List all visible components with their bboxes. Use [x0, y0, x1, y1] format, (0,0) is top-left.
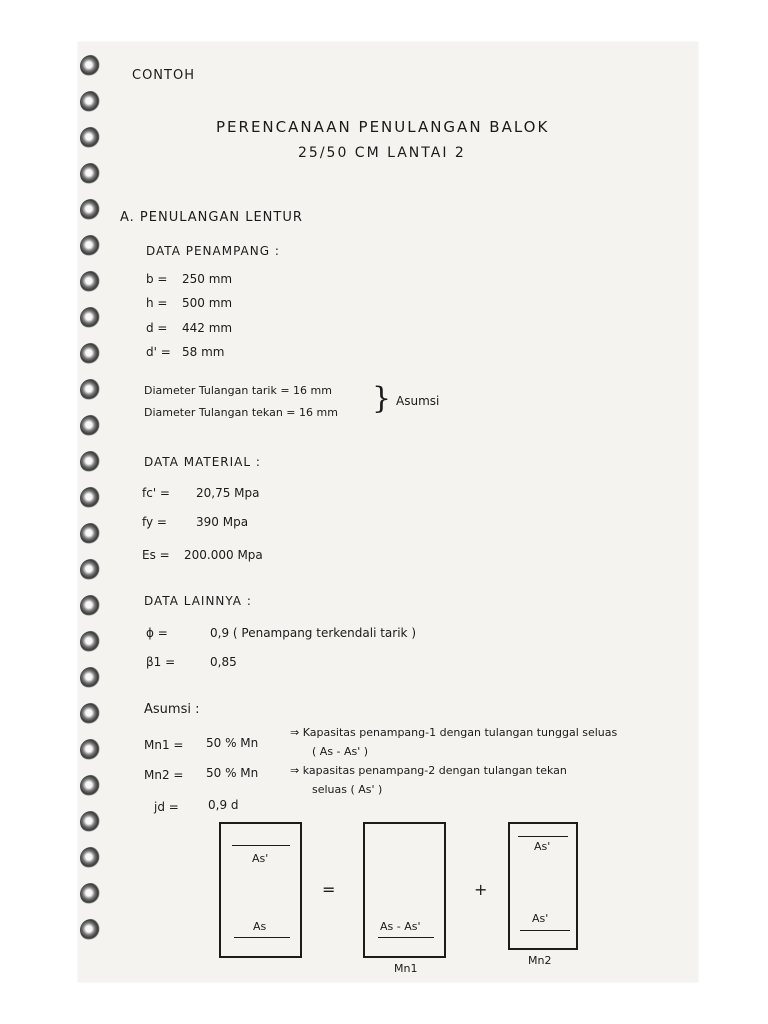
ring-icon — [80, 163, 102, 185]
jd-val: 0,9 d — [208, 798, 239, 812]
row-val: 200.000 Mpa — [184, 548, 263, 562]
ring-icon — [80, 127, 102, 149]
row-val: 390 Mpa — [196, 515, 249, 529]
contoh-label: CONTOH — [132, 68, 195, 83]
box3-top-label: As' — [534, 840, 551, 853]
diameter-tarik: Diameter Tulangan tarik = 16 mm — [144, 384, 332, 397]
data-penampang-label: DATA PENAMPANG : — [146, 244, 280, 258]
row-val: 500 mm — [182, 296, 233, 310]
row-val: 58 mm — [182, 345, 225, 359]
ring-icon — [80, 307, 102, 329]
box3-bottom-label: As' — [532, 912, 549, 925]
data-material-label: DATA MATERIAL : — [144, 455, 261, 469]
ring-icon — [80, 847, 102, 869]
ring-icon — [80, 343, 102, 365]
tension-steel-line — [378, 937, 434, 938]
ring-icon — [80, 451, 102, 473]
brace-icon: } — [372, 381, 392, 416]
mn1-desc: ⇒ Kapasitas penampang-1 dengan tulangan tunggal seluas — [290, 726, 618, 739]
spiral-binding — [80, 55, 120, 975]
row-sym: Es = — [142, 548, 170, 562]
ring-icon — [80, 631, 102, 653]
mn2-desc: ⇒ kapasitas penampang-2 dengan tulangan tekan — [290, 764, 567, 777]
tension-steel-line — [234, 937, 290, 938]
ring-icon — [80, 379, 102, 401]
mn1-desc-area: ( As - As' ) — [312, 745, 369, 758]
tension-steel-line — [520, 930, 570, 931]
box1-top-label: As' — [252, 852, 269, 865]
ring-icon — [80, 271, 102, 293]
box3-caption: Mn2 — [528, 954, 552, 967]
ring-icon — [80, 415, 102, 437]
data-lainnya-label: DATA LAINNYA : — [144, 594, 252, 608]
ring-icon — [80, 199, 102, 221]
ring-icon — [80, 55, 102, 77]
row-val: 0,9 ( Penampang terkendali tarik ) — [210, 626, 416, 640]
ring-icon — [80, 811, 102, 833]
ring-icon — [80, 703, 102, 725]
page-title-line1: PERENCANAAN PENULANGAN BALOK — [216, 118, 550, 136]
equals-sign: = — [322, 880, 336, 899]
section-heading: A. PENULANGAN LENTUR — [120, 210, 303, 225]
ring-icon — [80, 667, 102, 689]
row-sym: β1 = — [146, 655, 176, 669]
plus-sign: + — [474, 880, 488, 899]
box2-caption: Mn1 — [394, 962, 418, 975]
row-sym: fc' = — [142, 486, 170, 500]
ring-icon — [80, 235, 102, 257]
asumsi-note: Asumsi — [396, 394, 440, 408]
row-val: 442 mm — [182, 321, 233, 335]
ring-icon — [80, 559, 102, 581]
ring-icon — [80, 919, 102, 941]
row-sym: b = — [146, 272, 168, 286]
ring-icon — [80, 775, 102, 797]
row-sym: fy = — [142, 515, 167, 529]
compression-steel-line — [232, 845, 290, 846]
mn1-val: 50 % Mn — [206, 736, 259, 750]
mn1-sym: Mn1 = — [144, 738, 184, 752]
row-sym: h = — [146, 296, 168, 310]
ring-icon — [80, 523, 102, 545]
ring-icon — [80, 91, 102, 113]
box1-bottom-label: As — [253, 920, 267, 933]
ring-icon — [80, 595, 102, 617]
row-sym: d = — [146, 321, 168, 335]
row-val: 0,85 — [210, 655, 237, 669]
jd-sym: jd = — [154, 800, 179, 814]
row-sym: d' = — [146, 345, 171, 359]
row-sym: ϕ = — [146, 626, 168, 640]
page-title-line2: 25/50 CM LANTAI 2 — [298, 145, 466, 161]
mn2-desc-area: seluas ( As' ) — [312, 783, 383, 796]
ring-icon — [80, 487, 102, 509]
asumsi-label: Asumsi : — [144, 702, 200, 717]
ring-icon — [80, 739, 102, 761]
diameter-tekan: Diameter Tulangan tekan = 16 mm — [144, 406, 338, 419]
mn2-val: 50 % Mn — [206, 766, 259, 780]
row-val: 20,75 Mpa — [196, 486, 260, 500]
mn2-sym: Mn2 = — [144, 768, 184, 782]
box2-bottom-label: As - As' — [380, 920, 421, 933]
ring-icon — [80, 883, 102, 905]
compression-steel-line — [518, 836, 568, 837]
row-val: 250 mm — [182, 272, 233, 286]
